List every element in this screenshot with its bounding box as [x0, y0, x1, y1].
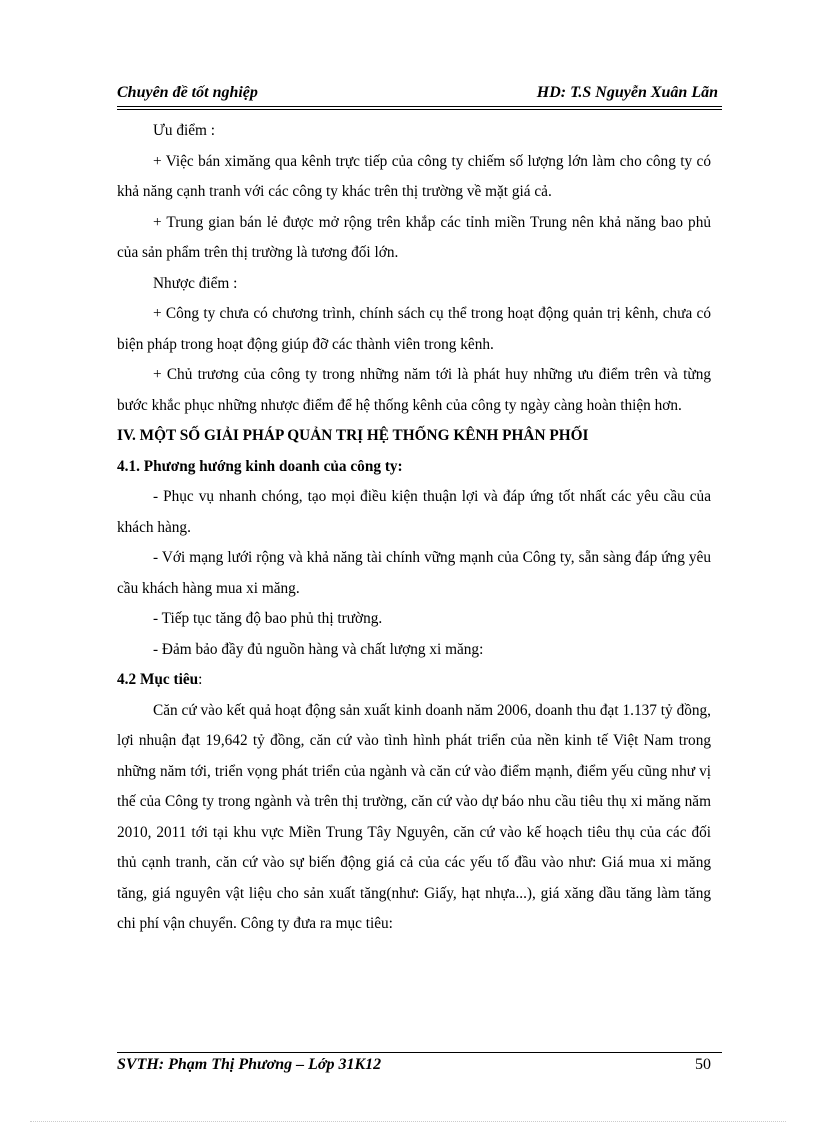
footer-rule	[117, 1052, 722, 1053]
direction-item-4: - Đảm bảo đầy đủ nguồn hàng và chất lượng xi măng:	[153, 640, 484, 658]
nhuoc-diem-item-2: + Chủ trương của công ty trong những năm tới là phát huy những ưu điểm trên và từng bước khắc phục những nhược điểm để hệ thống kênh của công ty ngày càng hoàn thiện hơn.	[117, 366, 711, 414]
uu-diem-label: Ưu điểm :	[153, 122, 216, 139]
footer-author: SVTH: Phạm Thị Phương – Lớp 31K12	[117, 1056, 382, 1073]
direction-item-1: - Phục vụ nhanh chóng, tạo mọi điều kiện thuận lợi và đáp ứng tốt nhất các yêu cầu của khách hàng.	[117, 488, 711, 536]
header-advisor: HD: T.S Nguyễn Xuân Lãn	[536, 84, 718, 101]
nhuoc-diem-item-1: + Công ty chưa có chương trình, chính sách cụ thể trong hoạt động quản trị kênh, chưa có biện pháp trong hoạt động giúp đỡ các thành viên trong kênh.	[117, 305, 711, 353]
header-rule-double	[117, 109, 722, 110]
nhuoc-diem-label: Nhược điểm :	[153, 274, 238, 292]
uu-diem-item-1: + Việc bán ximăng qua kênh trực tiếp của công ty chiếm số lượng lớn làm cho công ty có khả năng cạnh tranh với các công ty khác trên thị trường về mặt giá cả.	[117, 152, 711, 200]
header-rule	[117, 106, 722, 107]
header-title: Chuyên đề tốt nghiệp	[117, 84, 258, 101]
uu-diem-item-2: + Trung gian bán lẻ được mở rộng trên khắp các tỉnh miền Trung nên khả năng bao phủ của sản phẩm trên thị trường là tương đối lớn.	[117, 213, 711, 261]
section-4-2-heading	[117, 665, 711, 696]
section-4-2-colon: :	[198, 671, 203, 688]
page-header	[117, 84, 722, 106]
section-iv-heading: IV. MỘT SỐ GIẢI PHÁP QUẢN TRỊ HỆ THỐNG KÊNH PHÂN PHỐI	[117, 427, 589, 444]
muc-tieu-paragraph: Căn cứ vào kết quả hoạt động sản xuất kinh doanh năm 2006, doanh thu đạt 1.137 tỷ đồng, lợi nhuận đạt 19,642 tỷ đồng, căn cứ vào tình hình phát triển của nền kinh tế Việt Nam trong những năm tới, triển vọng phát triển của ngành và căn cứ vào điểm mạnh, điểm yếu cũng như vị thế của Công ty trong ngành và trên thị trường, căn cứ vào dự báo nhu cầu tiêu thụ xi măng năm 2010, 2011 tới tại khu vực Miền Trung Tây Nguyên, căn cứ vào kế hoạch tiêu thụ của các đối thủ cạnh tranh, căn cứ vào sự biến động giá cả của các yếu tố đầu vào như: Giá mua xi măng tăng, giá nguyên vật liệu cho sản xuất tăng(như: Giấy, hạt nhựa...), giá xăng dầu tăng làm tăng chi phí vận chuyển. Công ty đưa ra mục tiêu:	[117, 701, 711, 932]
direction-item-2: - Với mạng lưới rộng và khả năng tài chính vững mạnh của Công ty, sẵn sàng đáp ứng yêu cầu khách hàng mua xi măng.	[117, 549, 711, 597]
section-4-1-heading: 4.1. Phương hướng kinh doanh của công ty:	[117, 457, 403, 475]
page-number: 50	[695, 1056, 711, 1073]
direction-item-3: - Tiếp tục tăng độ bao phủ thị trường.	[153, 610, 383, 627]
page-body	[117, 116, 711, 940]
page-footer	[117, 1056, 711, 1078]
page-edge-divider	[30, 1121, 786, 1122]
section-4-2-title: 4.2 Mục tiêu	[117, 671, 199, 688]
